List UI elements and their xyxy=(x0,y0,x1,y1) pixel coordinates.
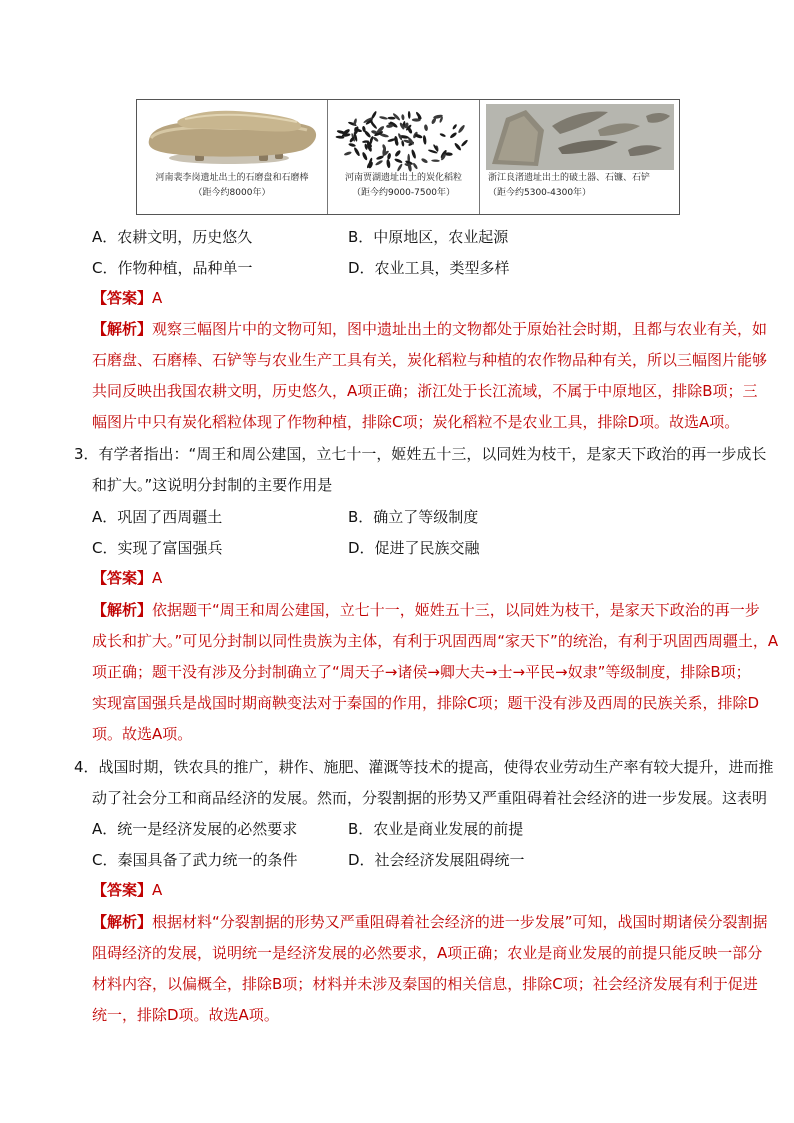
carbonized-rice-image xyxy=(328,100,480,172)
q3-stem-line-2: 和扩大。”这说明分封制的主要作用是 xyxy=(92,476,333,494)
q4-analysis-text: 根据材料“分裂割据的形势又严重阻碍着社会经济的进一步发展”可知，战国时期诸侯分裂割据 xyxy=(152,913,768,931)
q2-analysis-line-4: 幅图片中只有炭化稻粒体现了作物种植，排除C项；炭化稻粒不是农业工具，排除D项。故选A项。 xyxy=(92,413,740,431)
q3-option-d: D．促进了民族交融 xyxy=(348,539,480,557)
q3-analysis-text: 依据题干“周王和周公建国，立七十一，姬姓五十三，以同姓为枝干，是家天下政治的再一步 xyxy=(152,601,760,619)
figure-panel-stone-tools xyxy=(479,100,679,214)
q2-answer xyxy=(92,288,162,308)
q3-option-a: A．巩固了西周疆土 xyxy=(92,508,223,526)
q3-analysis-line-4: 实现富国强兵是战国时期商鞅变法对于秦国的作用，排除C项；题干没有涉及西周的民族关系，排除D xyxy=(92,694,760,712)
q3-option-c: C．实现了富国强兵 xyxy=(92,539,223,557)
q4-analysis-line-2: 阻碍经济的发展，说明统一是经济发展的必然要求，A项正确；农业是商业发展的前提只能反映一部分 xyxy=(92,944,763,962)
q3-stem-line-1: 3．有学者指出：“周王和周公建国，立七十一，姬姓五十三，以同姓为枝干，是家天下政治的再一步成长 xyxy=(74,445,767,463)
q2-analysis-label: 【解析】 xyxy=(92,320,153,338)
q4-option-c: C．秦国具备了武力统一的条件 xyxy=(92,851,298,869)
q4-answer xyxy=(92,880,162,900)
q3-option-b: B．确立了等级制度 xyxy=(348,508,479,526)
panel2-caption-title: 河南贾湖遗址出土的炭化稻粒 xyxy=(344,173,462,183)
artifact-figure xyxy=(136,99,680,215)
panel2-caption-date: （距今约9000-7500年） xyxy=(351,188,456,198)
q2-option-b: B．中原地区，农业起源 xyxy=(348,228,509,246)
q2-answer-value: A xyxy=(152,289,163,307)
q2-analysis-text: 观察三幅图片中的文物可知，图中遗址出土的文物都处于原始社会时期，且都与农业有关，如 xyxy=(152,320,768,338)
q4-stem-line-2: 动了社会分工和商品经济的发展。然而，分裂割据的形势又严重阻碍着社会经济的进一步发展。这表明 xyxy=(92,789,768,807)
q4-analysis-label: 【解析】 xyxy=(92,913,153,931)
panel3-caption-title: 浙江良渚遗址出土的破土器、石镰、石铲 xyxy=(488,173,651,183)
q3-answer-label: 【答案】 xyxy=(92,569,153,587)
q4-analysis-line-1 xyxy=(92,912,768,932)
q4-option-d: D．社会经济发展阻碍统一 xyxy=(348,851,525,869)
q2-option-d: D．农业工具，类型多样 xyxy=(348,259,510,277)
q4-stem-line-1: 4．战国时期，铁农具的推广，耕作、施肥、灌溉等技术的提高，使得农业劳动生产率有较大提升，进而推 xyxy=(74,758,774,776)
q2-option-c: C．作物种植，品种单一 xyxy=(92,259,253,277)
q3-answer-value: A xyxy=(152,569,163,587)
panel1-caption-date: （距今约8000年） xyxy=(193,188,271,198)
q4-answer-label: 【答案】 xyxy=(92,881,153,899)
q4-analysis-line-4: 统一，排除D项。故选A项。 xyxy=(92,1006,279,1024)
q4-option-a: A．统一是经济发展的必然要求 xyxy=(92,820,298,838)
q2-option-a: A．农耕文明，历史悠久 xyxy=(92,228,253,246)
q3-analysis-line-3: 项正确；题干没有涉及分封制确立了“周天子→诸侯→卿大夫→士→平民→奴隶”等级制度，排除B项； xyxy=(92,663,751,681)
q2-analysis-line-3: 共同反映出我国农耕文明，历史悠久，A项正确；浙江处于长江流域，不属于中原地区，排除B项；三 xyxy=(92,382,758,400)
panel3-caption-date: （距今约5300-4300年） xyxy=(488,188,592,198)
millstone-image xyxy=(137,100,327,172)
q3-analysis-line-1 xyxy=(92,600,760,620)
q2-analysis-line-2: 石磨盘、石磨棒、石铲等与农业生产工具有关，炭化稻粒与种植的农作物品种有关，所以三幅图片能够 xyxy=(92,351,768,369)
q3-answer xyxy=(92,568,162,588)
q3-analysis-label: 【解析】 xyxy=(92,601,153,619)
figure-panel-millstone xyxy=(137,100,327,214)
q4-option-b: B．农业是商业发展的前提 xyxy=(348,820,524,838)
panel1-caption-title: 河南裴李岗遗址出土的石磨盘和石磨棒 xyxy=(155,173,309,183)
q2-answer-label: 【答案】 xyxy=(92,289,153,307)
q3-analysis-line-2: 成长和扩大。”可见分封制以同性贵族为主体，有利于巩固西周“家天下”的统治，有利于巩固西周疆土，A xyxy=(92,632,779,650)
q4-answer-value: A xyxy=(152,881,163,899)
q3-analysis-line-5: 项。故选A项。 xyxy=(92,725,193,743)
q4-analysis-line-3: 材料内容，以偏概全，排除B项；材料并未涉及秦国的相关信息，排除C项；社会经济发展有利于促进 xyxy=(92,975,758,993)
stone-tools-image xyxy=(480,100,680,172)
figure-panel-rice xyxy=(327,100,479,214)
q2-analysis-line-1 xyxy=(92,319,767,339)
